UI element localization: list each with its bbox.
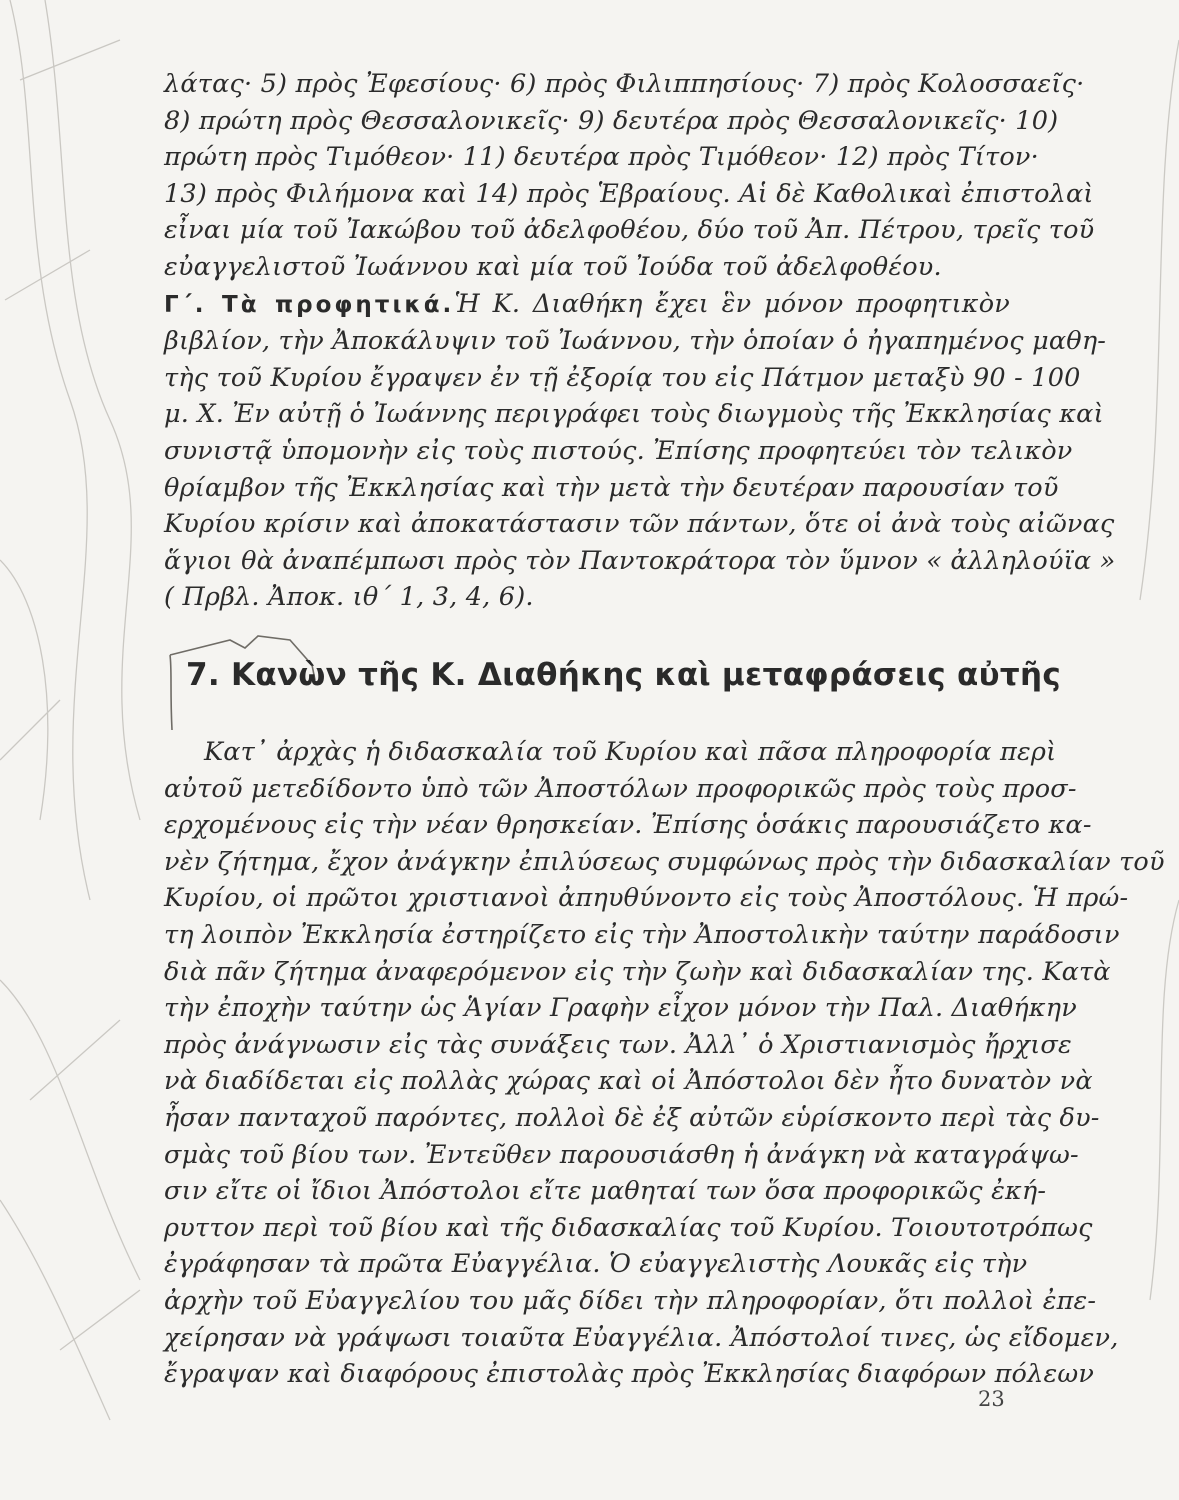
text-line: μ. Χ. Ἐν αὐτῇ ὁ Ἰωάννης περιγράφει τοὺς διωγμοὺς τῆς Ἐκκλησίας καὶ — [164, 399, 1104, 430]
subsection-first-text: Ἡ Κ. Διαθήκη ἔχει ἓν μόνον προφητικὸν — [454, 288, 1010, 319]
text-line: πρώτη πρὸς Τιμόθεον· 11) δευτέρα πρὸς Τιμόθεον· 12) πρὸς Τίτον· — [164, 142, 1039, 173]
text-line: ερχομένους εἰς τὴν νέαν θρησκείαν. Ἐπίσης ὁσάκις παρουσιάζετο κα- — [164, 810, 1092, 841]
text-line: εὐαγγελιστοῦ Ἰωάννου καὶ μία τοῦ Ἰούδα τοῦ ἀδελφοθέου. — [164, 251, 942, 282]
text-line: ἦσαν πανταχοῦ παρόντες, πολλοὶ δὲ ἐξ αὐτῶν εὑρίσκοντο περὶ τὰς δυ- — [164, 1102, 1100, 1133]
top-text-block — [164, 66, 1116, 616]
text-line: ἀρχὴν τοῦ Εὐαγγελίου του μᾶς δίδει τὴν πληροφορίαν, ὅτι πολλοὶ ἐπε- — [164, 1285, 1097, 1316]
subsection-first-line — [164, 286, 1010, 324]
subsection-label: Γ΄. Τὰ προφητικά. — [164, 291, 455, 318]
text-line: εἶναι μία τοῦ Ἰακώβου τοῦ ἀδελφοθέου, δύο τοῦ Ἀπ. Πέτρου, τρεῖς τοῦ — [164, 215, 1095, 246]
text-line: ἔγραψαν καὶ διαφόρους ἐπιστολὰς πρὸς Ἐκκλησίας διαφόρων πόλεων — [164, 1359, 1095, 1390]
text-line: Κυρίου, οἱ πρῶτοι χριστιανοὶ ἀπηυθύνοντο εἰς τοὺς Ἀποστόλους. Ἡ πρώ- — [164, 883, 1129, 914]
text-line: 8) πρώτη πρὸς Θεσσαλονικεῖς· 9) δευτέρα πρὸς Θεσσαλονικεῖς· 10) — [164, 105, 1059, 136]
text-line: βιβλίον, τὴν Ἀποκάλυψιν τοῦ Ἰωάννου, τὴν ὁποίαν ὁ ἠγαπημένος μαθη- — [164, 326, 1107, 357]
text-line: χείρησαν νὰ γράψωσι τοιαῦτα Εὐαγγέλια. Ἀπόστολοί τινες, ὡς εἴδομεν, — [164, 1322, 1119, 1353]
text-line: ἐγράφησαν τὰ πρῶτα Εὐαγγέλια. Ὁ εὐαγγελιστὴς Λουκᾶς εἰς τὴν — [164, 1249, 1028, 1280]
body-text-block — [164, 734, 1165, 1393]
page-number: 23 — [978, 1387, 1005, 1411]
text-line: ἅγιοι θὰ ἀναπέμπωσι πρὸς τὸν Παντοκράτορα τὸν ὕμνον « ἀλληλούϊα » — [164, 545, 1116, 576]
text-line: τὴν ἐποχὴν ταύτην ὡς Ἁγίαν Γραφὴν εἶχον μόνον τὴν Παλ. Διαθήκην — [164, 993, 1077, 1024]
text-line: πρὸς ἀνάγνωσιν εἰς τὰς συνάξεις των. Ἀλλ᾽ ὁ Χριστιανισμὸς ἤρχισε — [164, 1029, 1072, 1060]
text-line: συνιστᾷ ὑπομονὴν εἰς τοὺς πιστούς. Ἐπίσης προφητεύει τὸν τελικὸν — [164, 435, 1073, 466]
text-line: ( Πρβλ. Ἀποκ. ιθ΄ 1, 3, 4, 6). — [164, 582, 534, 613]
text-line: 13) πρὸς Φιλήμονα καὶ 14) πρὸς Ἑβραίους. Αἱ δὲ Καθολικαὶ ἐπιστολαὶ — [164, 178, 1094, 209]
text-line: σμὰς τοῦ βίου των. Ἐντεῦθεν παρουσιάσθη ἡ ἀνάγκη νὰ καταγράψω- — [164, 1139, 1079, 1170]
text-line: διὰ πᾶν ζήτημα ἀναφερόμενον εἰς τὴν ζωὴν καὶ διδασκαλίαν της. Κατὰ — [164, 956, 1111, 987]
text-line: νὰ διαδίδεται εἰς πολλὰς χώρας καὶ οἱ Ἀπόστολοι δὲν ἦτο δυνατὸν νὰ — [164, 1066, 1093, 1097]
text-line: Κυρίου κρίσιν καὶ ἀποκατάστασιν τῶν πάντων, ὅτε οἱ ἀνὰ τοὺς αἰῶνας — [164, 509, 1115, 540]
text-line: τὴς τοῦ Κυρίου ἔγραψεν ἐν τῇ ἐξορίᾳ του εἰς Πάτμον μεταξὺ 90 - 100 — [164, 362, 1081, 393]
text-line: θρίαμβον τῆς Ἐκκλησίας καὶ τὴν μετὰ τὴν δευτέραν παρουσίαν τοῦ — [164, 472, 1059, 503]
text-line: λάτας· 5) πρὸς Ἐφεσίους· 6) πρὸς Φιλιππησίους· 7) πρὸς Κολοσσαεῖς· — [164, 69, 1085, 99]
text-line: ρυττον περὶ τοῦ βίου καὶ τῆς διδασκαλίας τοῦ Κυρίου. Τοιουτοτρόπως — [164, 1212, 1093, 1243]
text-line: νὲν ζήτημα, ἔχον ἀνάγκην ἐπιλύσεως συμφώνως πρὸς τὴν διδασκαλίαν τοῦ — [164, 846, 1165, 877]
section-heading: 7. Κανὼν τῆς Κ. Διαθήκης καὶ μεταφράσεις αὐτῆς — [186, 657, 1062, 693]
text-line: σιν εἴτε οἱ ἴδιοι Ἀπόστολοι εἴτε μαθηταί των ὅσα προφορικῶς ἐκή- — [164, 1176, 1047, 1207]
text-line: Κατ᾽ ἀρχὰς ἡ διδασκαλία τοῦ Κυρίου καὶ πᾶσα πληροφορία περὶ — [204, 737, 1057, 767]
text-line: αὐτοῦ μετεδίδοντο ὑπὸ τῶν Ἀποστόλων προφορικῶς πρὸς τοὺς προσ- — [164, 773, 1077, 804]
text-line: τη λοιπὸν Ἐκκλησία ἐστηρίζετο εἰς τὴν Ἀποστολικὴν ταύτην παράδοσιν — [164, 919, 1120, 950]
